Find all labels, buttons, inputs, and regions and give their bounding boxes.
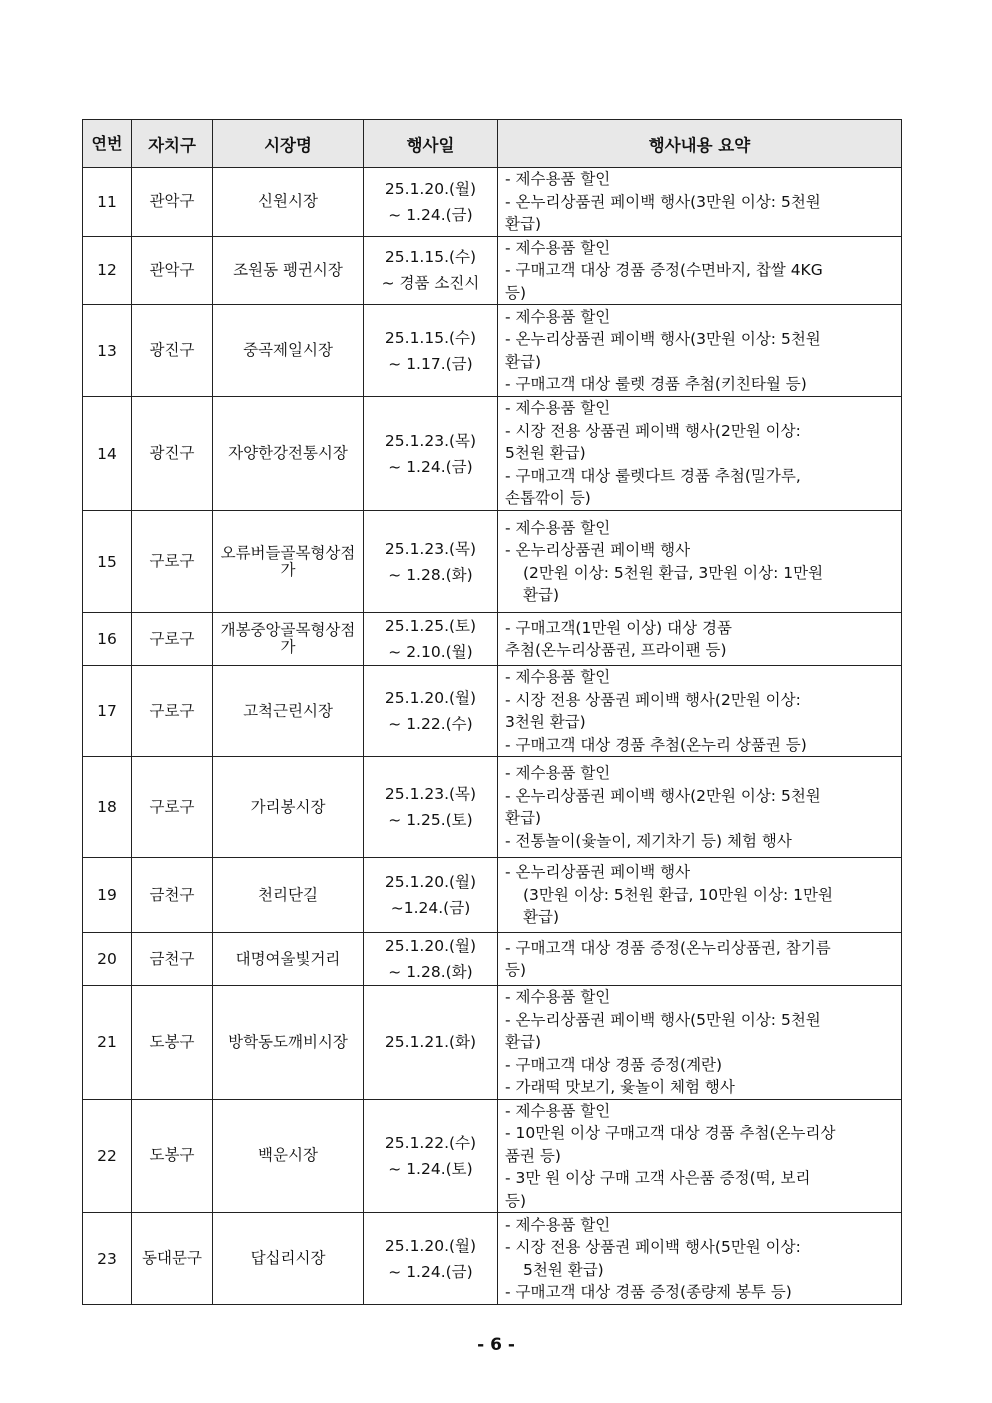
district-text: 광진구 xyxy=(149,341,195,359)
row-number xyxy=(83,1213,132,1305)
event-date-cell xyxy=(364,858,498,933)
event-date-line: ~ 경품 소진시 xyxy=(381,274,480,293)
row-number xyxy=(83,1099,132,1213)
market-name-cell xyxy=(213,236,364,305)
header-row xyxy=(83,120,902,168)
summary-line: - 온누리상품권 페이백 행사(2만원 이상: 5천원 xyxy=(505,786,821,805)
market-name-text: 답십리시장 xyxy=(250,1249,326,1267)
summary-line: - 3만 원 이상 구매 고객 사은품 증정(떡, 보리 xyxy=(505,1169,811,1187)
market-name-text: 천리단길 xyxy=(258,885,318,904)
event-date-cell xyxy=(364,236,498,305)
market-name-text: 개봉중앙골목형상점가 xyxy=(220,621,356,656)
event-date-cell xyxy=(364,613,498,666)
district-cell xyxy=(132,168,213,237)
row-number xyxy=(83,757,132,858)
summary-line: 환급) xyxy=(505,809,541,827)
district-cell xyxy=(132,613,213,666)
table-row xyxy=(83,511,902,613)
market-name-cell xyxy=(213,168,364,237)
event-date-line: 25.1.23.(목) xyxy=(384,785,477,803)
event-date-line: 25.1.22.(수) xyxy=(384,1133,477,1152)
summary-line: - 제수용품 할인 xyxy=(505,307,611,326)
market-name-cell xyxy=(213,613,364,666)
event-date-cell xyxy=(364,757,498,858)
event-date-line: ~ 1.24.(금) xyxy=(388,1262,473,1281)
event-date-line: ~ 1.28.(화) xyxy=(388,565,473,584)
event-date-line: 25.1.25.(토) xyxy=(384,617,477,635)
summary-line: 등) xyxy=(505,283,527,302)
event-date-line: 25.1.20.(월) xyxy=(384,937,477,955)
district-cell xyxy=(132,1099,213,1213)
summary-line: - 가래떡 맛보기, 윷놀이 체험 행사 xyxy=(505,1078,735,1096)
row-number-text: 17 xyxy=(97,702,117,720)
district-text: 관악구 xyxy=(149,260,195,279)
row-number-text: 14 xyxy=(97,444,117,463)
market-name-cell xyxy=(213,986,364,1100)
market-name-text: 중곡제일시장 xyxy=(243,341,333,359)
event-date-line: ~ 1.24.(금) xyxy=(388,205,473,224)
market-name-text: 신원시장 xyxy=(258,192,318,211)
summary-line: - 구매고객 대상 경품 추첨(온누리 상품권 등) xyxy=(505,735,807,754)
table-row xyxy=(83,613,902,666)
district-text: 금천구 xyxy=(149,885,195,904)
summary-line: - 구매고객 대상 경품 증정(계란) xyxy=(505,1055,723,1074)
district-cell xyxy=(132,236,213,305)
district-text: 도봉구 xyxy=(149,1032,195,1051)
district-text: 구로구 xyxy=(149,629,195,648)
market-name-text: 백운시장 xyxy=(258,1146,318,1165)
event-date-line: 25.1.20.(월) xyxy=(384,179,477,198)
table-row xyxy=(83,168,902,237)
row-number-text: 22 xyxy=(97,1146,117,1165)
district-text: 도봉구 xyxy=(149,1146,195,1165)
event-date-line: ~ 1.22.(수) xyxy=(388,715,473,733)
event-summary-cell xyxy=(498,933,902,986)
table-row xyxy=(83,986,902,1100)
district-cell xyxy=(132,397,213,511)
market-name-text: 대명여울빛거리 xyxy=(235,949,341,968)
summary-line: 환급) xyxy=(523,908,559,927)
event-date-line: ~ 1.24.(금) xyxy=(388,457,473,476)
event-summary-cell xyxy=(498,397,902,511)
event-date-line: ~ 1.28.(화) xyxy=(388,963,473,981)
district-cell xyxy=(132,1213,213,1305)
row-number xyxy=(83,986,132,1100)
district-text: 동대문구 xyxy=(142,1249,202,1267)
summary-line: - 제수용품 할인 xyxy=(505,1215,611,1234)
table-row xyxy=(83,933,902,986)
row-number xyxy=(83,666,132,757)
market-name-text: 오류버들골목형상점가 xyxy=(220,543,356,579)
summary-line: - 시장 전용 상품권 페이백 행사(5만원 이상: xyxy=(505,1238,801,1256)
page-number: - 6 - xyxy=(477,1335,515,1355)
table-row xyxy=(83,666,902,757)
market-name-cell xyxy=(213,1099,364,1213)
summary-line: 3천원 환급) xyxy=(505,713,586,731)
event-summary-cell xyxy=(498,858,902,933)
event-summary-cell xyxy=(498,168,902,237)
event-date-cell xyxy=(364,1099,498,1213)
summary-line: 등) xyxy=(505,1191,527,1210)
event-date-line: ~ 2.10.(월) xyxy=(388,643,473,661)
summary-line: - 구매고객 대상 경품 증정(수면바지, 찹쌀 4KG xyxy=(505,261,823,279)
district-cell xyxy=(132,666,213,757)
summary-line: - 온누리상품권 페이백 행사(3만원 이상: 5천원 xyxy=(505,330,821,348)
event-date-cell xyxy=(364,933,498,986)
events-table xyxy=(82,119,902,1305)
header-no: 연번 xyxy=(83,120,132,168)
summary-line: 등) xyxy=(505,961,527,979)
summary-line: 환급) xyxy=(523,586,559,604)
row-number-text: 20 xyxy=(97,950,117,968)
district-text: 구로구 xyxy=(149,797,195,816)
header-summary: 행사내용 요약 xyxy=(498,120,902,168)
market-name-text: 방학동도깨비시장 xyxy=(228,1032,348,1051)
summary-line: - 제수용품 할인 xyxy=(505,518,611,537)
table-row xyxy=(83,1099,902,1213)
district-cell xyxy=(132,511,213,613)
market-name-cell xyxy=(213,1213,364,1305)
row-number-text: 19 xyxy=(97,886,117,904)
summary-line: - 구매고객 대상 경품 증정(종량제 봉투 등) xyxy=(505,1283,792,1301)
row-number-text: 11 xyxy=(97,192,117,211)
row-number xyxy=(83,933,132,986)
table-row xyxy=(83,236,902,305)
header-date: 행사일 xyxy=(364,120,498,168)
row-number-text: 12 xyxy=(97,261,117,280)
summary-line: - 구매고객(1만원 이상) 대상 경품 xyxy=(505,618,732,637)
district-text: 구로구 xyxy=(149,701,195,720)
row-number xyxy=(83,168,132,237)
district-cell xyxy=(132,986,213,1100)
event-date-line: ~ 1.17.(금) xyxy=(388,354,473,373)
row-number-text: 13 xyxy=(97,341,117,360)
market-name-text: 고척근린시장 xyxy=(243,701,333,720)
summary-line: - 제수용품 할인 xyxy=(505,170,611,188)
event-summary-cell xyxy=(498,757,902,858)
event-summary-cell xyxy=(498,236,902,305)
table-row xyxy=(83,858,902,933)
summary-line: - 10만원 이상 구매고객 대상 경품 추첨(온누리상 xyxy=(505,1124,836,1142)
table-row xyxy=(83,305,902,397)
summary-line: 5천원 환급) xyxy=(523,1260,604,1279)
market-name-cell xyxy=(213,511,364,613)
event-date-line: 25.1.23.(목) xyxy=(384,431,477,450)
summary-line: - 전통놀이(윷놀이, 제기차기 등) 체험 행사 xyxy=(505,831,792,850)
event-summary-cell xyxy=(498,305,902,397)
district-cell xyxy=(132,305,213,397)
event-date-line: 25.1.20.(월) xyxy=(384,689,477,707)
summary-line: - 구매고객 대상 룰렛다트 경품 추첨(밀가루, xyxy=(505,466,801,485)
summary-line: 환급) xyxy=(505,352,541,371)
summary-line: 품권 등) xyxy=(505,1146,561,1165)
event-date-line: ~1.24.(금) xyxy=(390,899,471,917)
event-summary-cell xyxy=(498,1099,902,1213)
summary-line: - 구매고객 대상 룰렛 경품 추첨(키친타월 등) xyxy=(505,375,807,393)
summary-line: 환급) xyxy=(505,1033,541,1051)
table-row xyxy=(83,757,902,858)
summary-line: 추첨(온누리상품권, 프라이팬 등) xyxy=(505,641,727,659)
event-date-line: ~ 1.25.(토) xyxy=(388,811,473,829)
header-market: 시장명 xyxy=(213,120,364,168)
row-number xyxy=(83,236,132,305)
market-name-text: 가리봉시장 xyxy=(250,797,326,816)
summary-line: 손톱깎이 등) xyxy=(505,489,591,508)
market-name-cell xyxy=(213,666,364,757)
summary-line: - 시장 전용 상품권 페이백 행사(2만원 이상: xyxy=(505,690,801,709)
district-cell xyxy=(132,933,213,986)
summary-line: - 온누리상품권 페이백 행사 xyxy=(505,863,691,882)
summary-line: 5천원 환급) xyxy=(505,444,586,463)
market-name-cell xyxy=(213,397,364,511)
event-summary-cell xyxy=(498,666,902,757)
event-date-cell xyxy=(364,666,498,757)
event-date-line: 25.1.15.(수) xyxy=(384,248,477,267)
summary-line: - 제수용품 할인 xyxy=(505,988,611,1006)
row-number xyxy=(83,397,132,511)
district-text: 광진구 xyxy=(149,444,195,462)
summary-line: - 제수용품 할인 xyxy=(505,668,611,686)
event-date-line: 25.1.15.(수) xyxy=(384,328,477,347)
district-cell xyxy=(132,757,213,858)
event-date-line: ~ 1.24.(토) xyxy=(388,1159,473,1178)
event-date-cell xyxy=(364,1213,498,1305)
summary-line: - 제수용품 할인 xyxy=(505,1101,611,1120)
district-text: 금천구 xyxy=(149,949,195,968)
event-date-cell xyxy=(364,986,498,1100)
row-number xyxy=(83,511,132,613)
event-date-line: 25.1.20.(월) xyxy=(384,1236,477,1255)
summary-line: - 제수용품 할인 xyxy=(505,238,611,257)
summary-line: - 시장 전용 상품권 페이백 행사(2만원 이상: xyxy=(505,421,801,440)
market-name-text: 조원동 펭귄시장 xyxy=(233,260,343,279)
row-number-text: 16 xyxy=(97,630,117,648)
event-summary-cell xyxy=(498,511,902,613)
summary-line: - 제수용품 할인 xyxy=(505,764,611,782)
event-date-line: 25.1.21.(화) xyxy=(384,1033,477,1052)
row-number xyxy=(83,305,132,397)
event-date-cell xyxy=(364,305,498,397)
summary-line: - 제수용품 할인 xyxy=(505,399,611,418)
event-date-cell xyxy=(364,511,498,613)
event-date-cell xyxy=(364,397,498,511)
summary-line: - 구매고객 대상 경품 증정(온누리상품권, 참기름 xyxy=(505,938,831,957)
market-name-cell xyxy=(213,757,364,858)
row-number-text: 23 xyxy=(97,1249,117,1268)
row-number-text: 15 xyxy=(97,552,117,571)
row-number xyxy=(83,858,132,933)
table-row xyxy=(83,1213,902,1305)
row-number-text: 21 xyxy=(97,1033,117,1052)
district-text: 관악구 xyxy=(149,192,195,211)
event-date-line: 25.1.20.(월) xyxy=(384,873,477,891)
event-date-line: 25.1.23.(목) xyxy=(384,539,477,558)
district-cell xyxy=(132,858,213,933)
summary-line: (3만원 이상: 5천원 환급, 10만원 이상: 1만원 xyxy=(523,885,833,904)
summary-line: - 온누리상품권 페이백 행사 xyxy=(505,541,691,559)
market-name-text: 자양한강전통시장 xyxy=(228,444,348,462)
district-text: 구로구 xyxy=(149,552,195,570)
market-name-cell xyxy=(213,933,364,986)
event-summary-cell xyxy=(498,1213,902,1305)
summary-line: (2만원 이상: 5천원 환급, 3만원 이상: 1만원 xyxy=(523,563,824,582)
row-number-text: 18 xyxy=(97,798,117,816)
event-date-cell xyxy=(364,168,498,237)
market-name-cell xyxy=(213,858,364,933)
event-summary-cell xyxy=(498,613,902,666)
summary-line: 환급) xyxy=(505,215,541,233)
header-gu: 자치구 xyxy=(132,120,213,168)
event-summary-cell xyxy=(498,986,902,1100)
market-name-cell xyxy=(213,305,364,397)
summary-line: - 온누리상품권 페이백 행사(3만원 이상: 5천원 xyxy=(505,192,821,211)
table-row xyxy=(83,397,902,511)
summary-line: - 온누리상품권 페이백 행사(5만원 이상: 5천원 xyxy=(505,1010,821,1029)
row-number xyxy=(83,613,132,666)
